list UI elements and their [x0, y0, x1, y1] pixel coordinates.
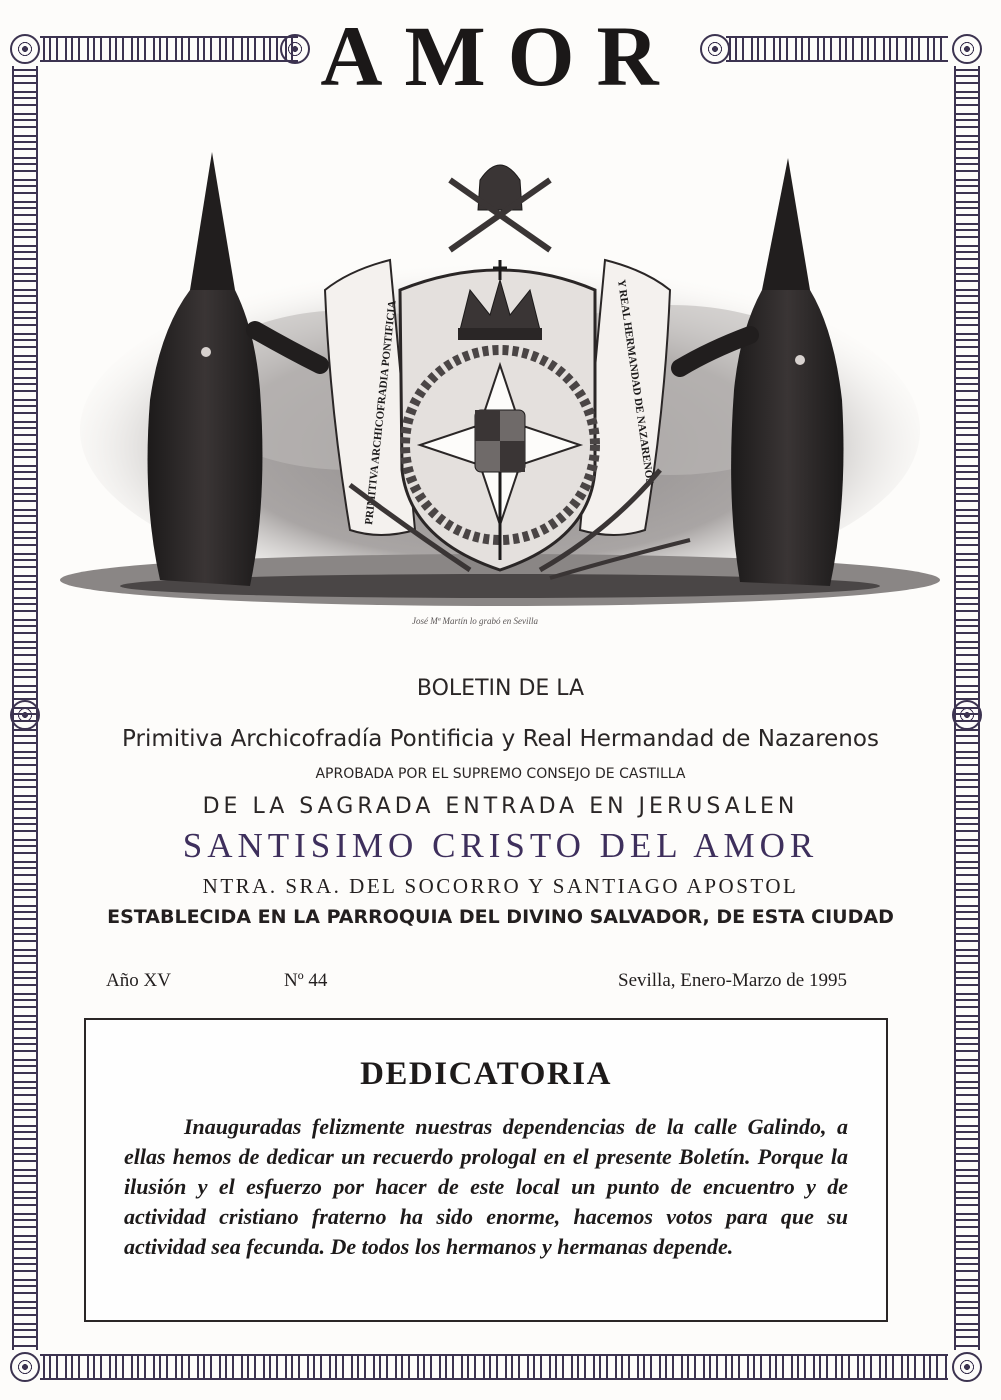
right-banner-text: Y REAL HERMANDAD DE NAZARENOS: [615, 278, 656, 486]
cristo-del-amor-line: SANTISIMO CRISTO DEL AMOR: [182, 826, 819, 865]
sagrada-entrada-line: DE LA SAGRADA ENTRADA EN JERUSALEN: [202, 794, 799, 819]
dedication-box: [84, 1018, 888, 1322]
issue-number: Nº 44: [284, 970, 328, 991]
approval-line: APROBADA POR EL SUPREMO CONSEJO DE CASTILLA: [315, 766, 686, 782]
issue-place-date: Sevilla, Enero-Marzo de 1995: [618, 970, 847, 991]
issue-year: Año XV: [106, 970, 171, 991]
rosette-icon: [10, 1352, 40, 1382]
left-banner-text: PRIMITIVA ARCHICOFRADIA PONTIFICIA: [363, 299, 399, 526]
socorro-santiago-line: NTRA. SRA. DEL SOCORRO Y SANTIAGO APOSTOL: [202, 874, 799, 898]
border-bottom: [40, 1354, 948, 1380]
dedication-title: DEDICATORIA: [360, 1056, 612, 1092]
rosette-icon: [952, 1352, 982, 1382]
masthead-title: AMOR: [320, 8, 681, 104]
bulletin-label: BOLETIN DE LA: [416, 676, 585, 701]
brotherhood-name: Primitiva Archicofradía Pontificia y Real Hermandad de Nazarenos: [122, 726, 879, 752]
dedication-body: Inauguradas felizmente nuestras dependencias de la calle Galindo, a ellas hemos de dedicar un recuerdo prologal en el presente Boletín. Porque la ilusión y el esfuerzo por hacer de este local un punto de encuentro y de actividad cristiano fraterno ha sido enorme, hacemos votos para que su actividad sea fecunda. De todos los hermanos y hermanas depende.: [124, 1114, 848, 1259]
parish-line: ESTABLECIDA EN LA PARROQUIA DEL DIVINO SALVADOR, DE ESTA CIUDAD: [107, 906, 894, 928]
engraver-credit: José Mª Martín lo grabó en Sevilla: [412, 616, 538, 626]
coat-of-arms-engraving: [50, 140, 950, 630]
